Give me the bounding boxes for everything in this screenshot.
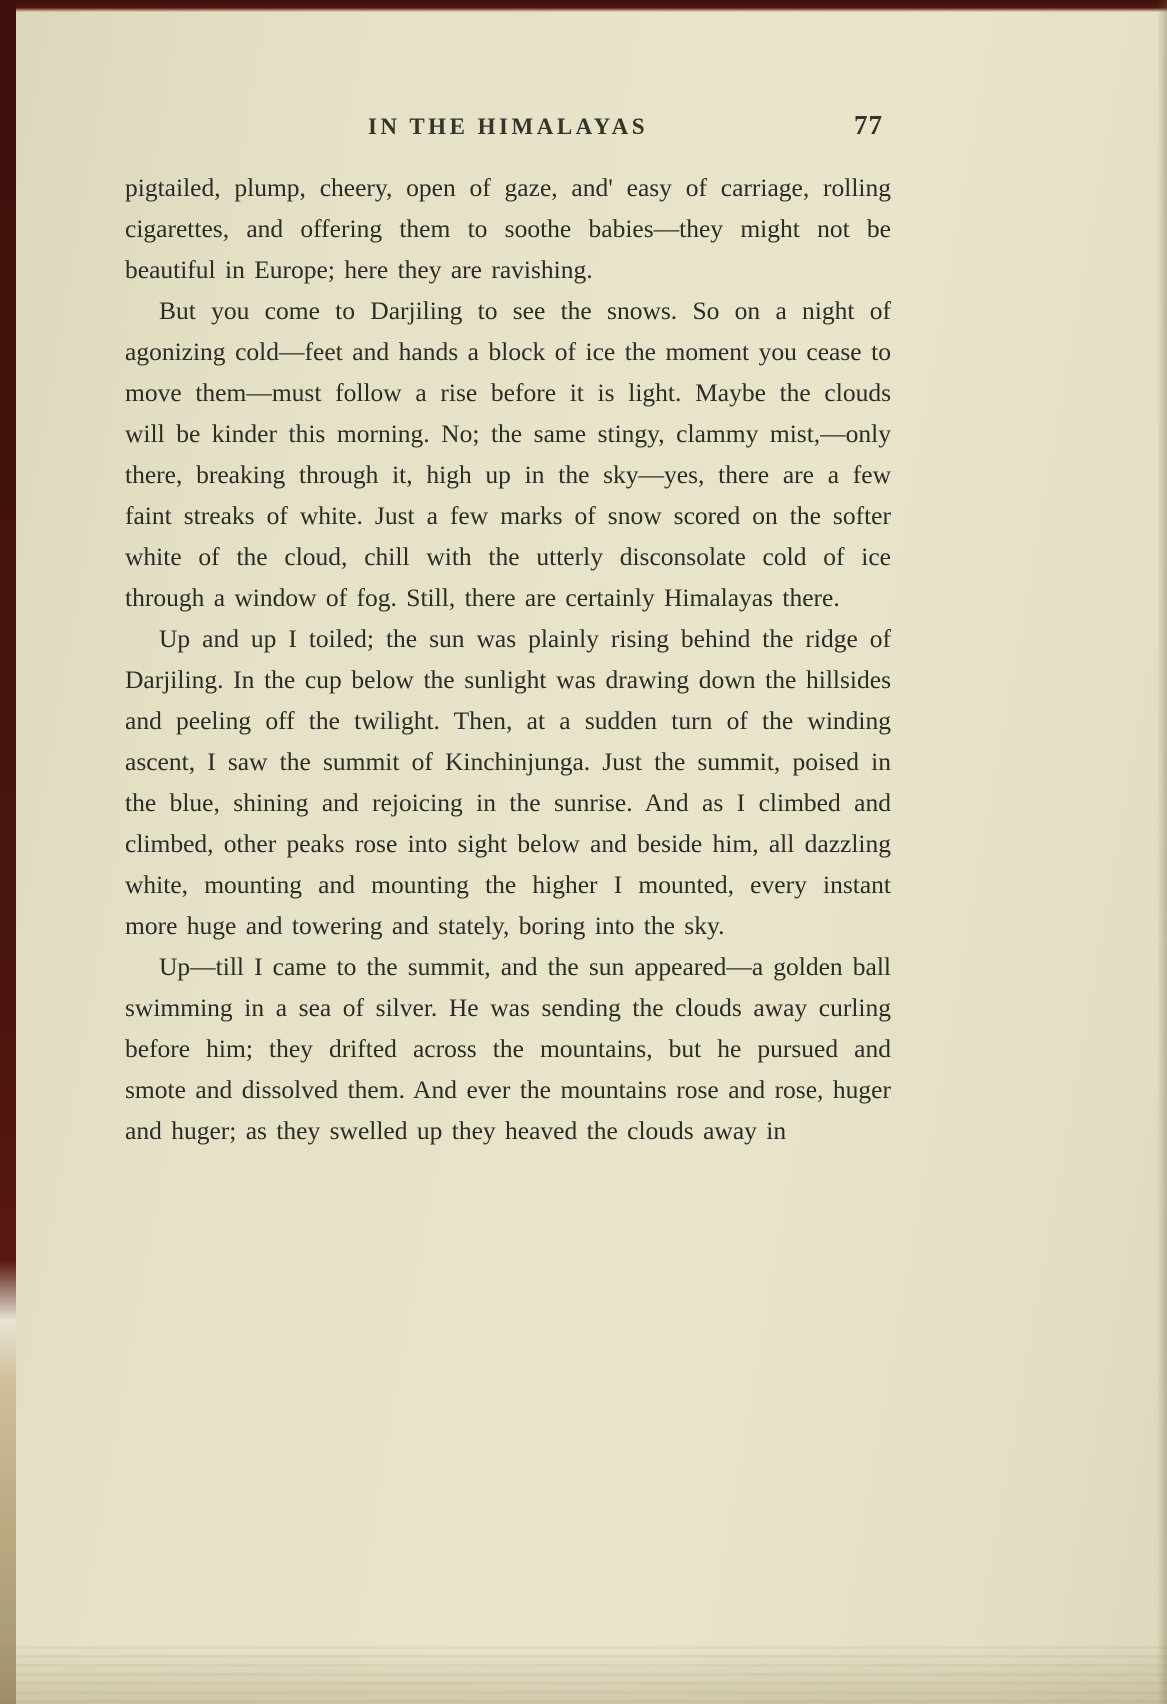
paragraph: But you come to Darjiling to see the snows. So on a night of agonizing cold—feet and hands a block of ice the moment you cease to move them—must follow a rise before it is light. Maybe the clouds will be kinder this morning. No; the same stingy, clammy mist,—only there, breaking through it, high up in the sky—yes, there are a few faint streaks of white. Just a few marks of snow scored on the softer white of the cloud, chill with the utterly disconsolate cold of ice through a window of fog. Still, there are certainly Himalayas there.: [125, 296, 891, 612]
running-head: [125, 110, 891, 148]
scan-edge-right: [1157, 0, 1167, 1704]
scan-edge-left: [0, 0, 16, 1704]
page-number: 77: [854, 110, 883, 140]
scan-edge-top: [0, 0, 1167, 12]
paragraph: Up—till I came to the summit, and the sun appeared—a golden ball swimming in a sea of silver. He was sending the clouds away curling before him; they drifted across the mountains, but he pursued and smote and dissolved them. And ever the mountains rose and rose, huger and huger; as they swelled up they heaved the clouds away in: [125, 952, 891, 1145]
scan-edge-bottom: [0, 1646, 1167, 1704]
body-text: [125, 167, 891, 1151]
page-header-title: IN THE HIMALAYAS: [367, 114, 649, 139]
paragraph-continuation: pigtailed, plump, cheery, open of gaze, and' easy of carriage, rolling cigarettes, and offering them to soothe babies—they might not be beautiful in Europe; here they are ravishing.: [125, 173, 891, 284]
paragraph: Up and up I toiled; the sun was plainly rising behind the ridge of Darjiling. In the cup below the sunlight was drawing down the hillsides and peeling off the twilight. Then, at a sudden turn of the winding ascent, I saw the summit of Kinchinjunga. Just the summit, poised in the blue, shining and rejoicing in the sunrise. And as I climbed and climbed, other peaks rose into sight below and beside him, all dazzling white, mounting and mounting the higher I mounted, every instant more huge and towering and stately, boring into the sky.: [125, 624, 891, 940]
